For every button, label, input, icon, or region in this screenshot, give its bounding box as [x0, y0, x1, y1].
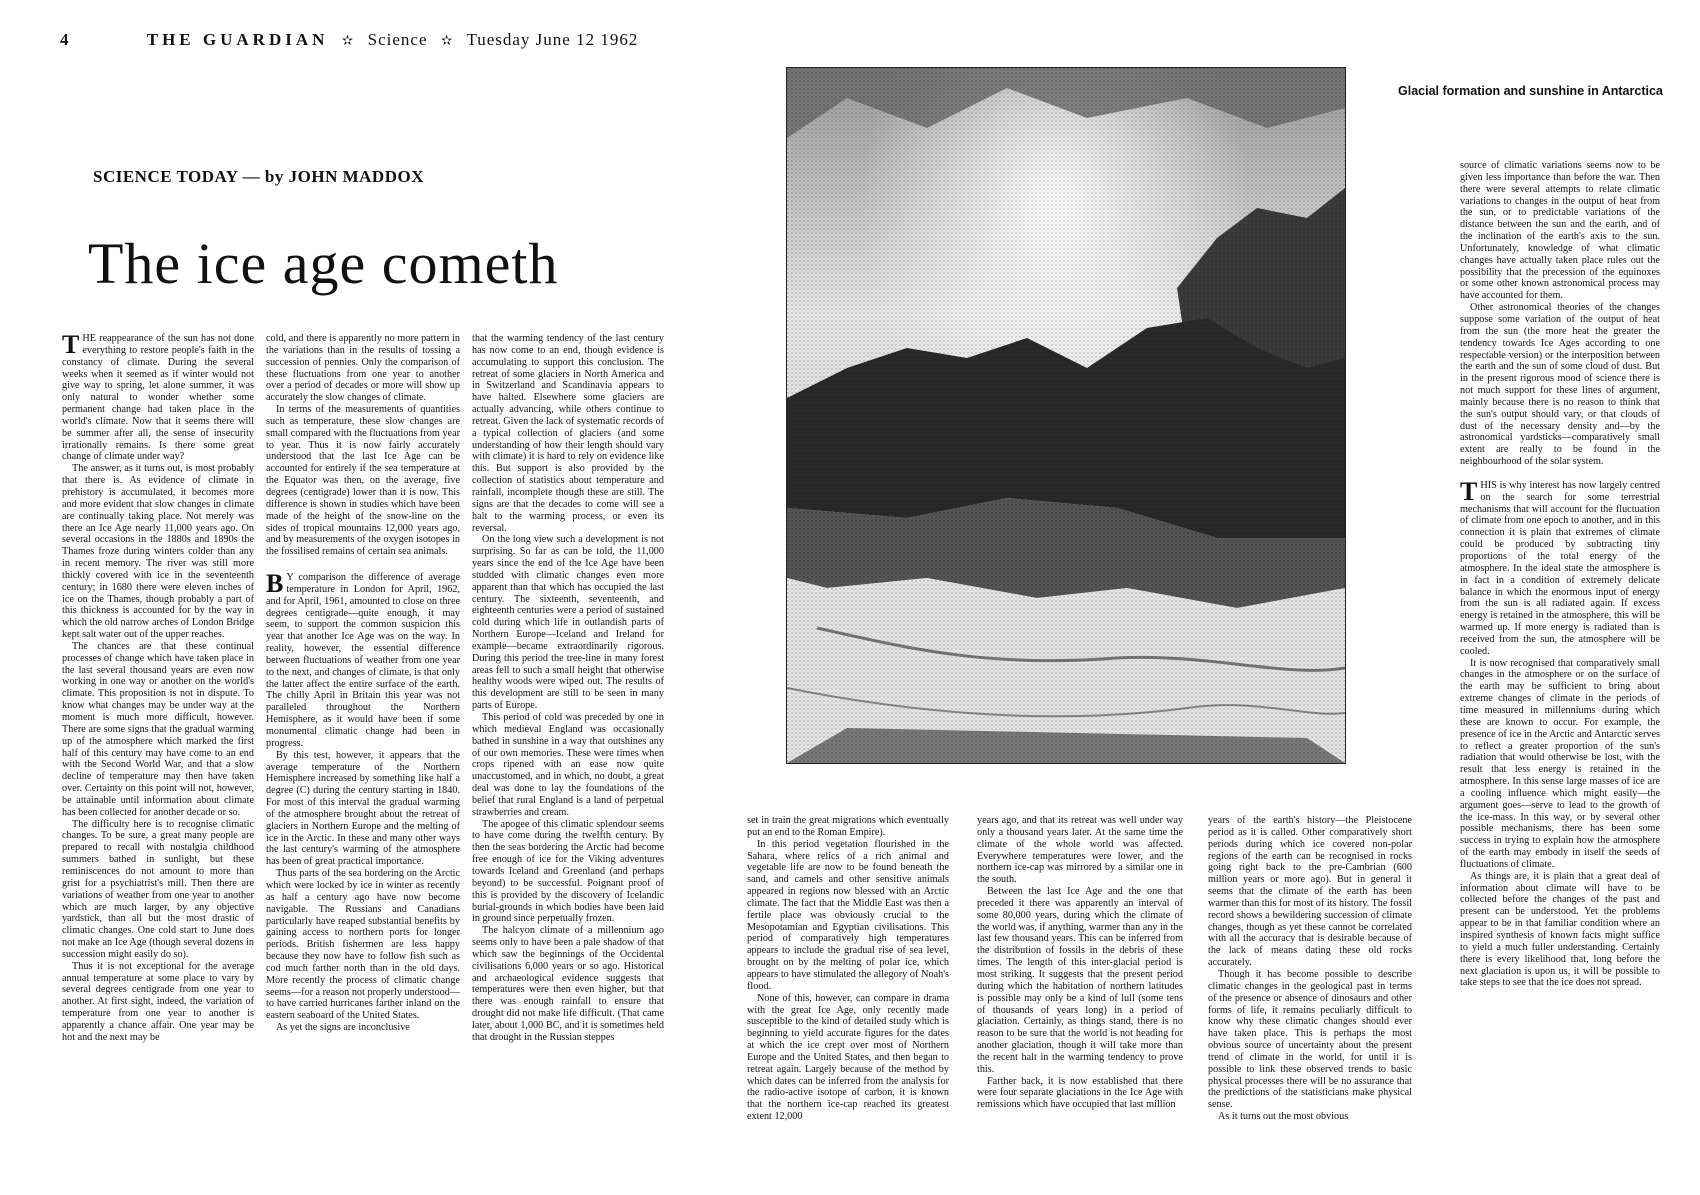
paragraph: Thus parts of the sea bordering on the Arctic which were locked by ice in winter as recently as half a century ago have now become navigable. The Russians and Canadians particularly have reaped substantial benefits by gaining access to northern ports for longer periods. British fishermen are less happy because they now have to follow fish such as cod much farther north than in the old days. More recently the process of climatic change seems—for a reason not properly understood—to have carried hurricanes farther inland on the eastern seaboard of the United States. [266, 868, 460, 1022]
article-column-4 [747, 815, 949, 1193]
paragraph: THIS is why interest has now largely centred on the search for some terrestrial mechanisms that will account for the fluctuation of climate from one epoch to another, and in this connection it is plain that extremes of climate could be produced by subtracting tiny proportions of the total energy of the atmosphere. In the ideal state the atmosphere is in fact in a condition of extremely delicate balance in which the enormous input of energy from the sun is all radiated again. If excess energy is retained in the atmosphere, this will be warmed up. If more energy is radiated than is received from the sun, the atmosphere will be cooled. [1460, 476, 1660, 657]
paragraph: It is now recognised that comparatively small changes in the atmosphere or on the surface of the earth may be sufficient to bring about extreme changes of climate in the periods of time measured in millenniums during which these are known to occur. For example, the presence of ice in the Arctic and Antarctic serves to reflect a greater proportion of the sun's radiation that would otherwise be lost, with the result that less energy is retained in the atmosphere. In this sense large masses of ice are a cooling influence which might easily—the argument goes—serve to lead to the growth of the ice-mass. In this way, or by several other possible mechanisms, there has been some success in trying to explain how the atmosphere of the earth may embody in itself the seeds of fluctuations of climate. [1460, 657, 1660, 870]
page-number: 4 [60, 30, 70, 49]
paragraph: Farther back, it is now established that there were four separate glaciations in the Ice Age with remissions which have occupied that last million [977, 1075, 1183, 1111]
newspaper-name: THE GUARDIAN [146, 30, 329, 49]
article-column-7 [1460, 160, 1660, 1193]
antarctic-glacier-photo [786, 67, 1346, 764]
paragraph: The answer, as it turns out, is most probably that there is. As evidence of climate in prehistory is accumulated, it becomes more and more evident that slow changes in climate are continually taking place. Not merely was there an Ice Age nearly 11,000 years ago. On several occasions in the 1880s and 1890s the Thames froze during winters colder than any in recent memory. The river was still more thickly covered with ice in the seventeenth century; in 1680 there were eleven inches of ice on the Thames, though probably a part of this thickness is accounted for by the way in which the old narrow arches of London Bridge kept salt water out of the upper reaches. [62, 463, 254, 641]
glacier-illustration [787, 68, 1345, 763]
drop-cap: B [266, 569, 284, 599]
paragraph: As yet the signs are inconclusive [276, 1022, 410, 1034]
paragraph: Between the last Ice Age and the one that preceded it there was apparently an interval of some 80,000 years, during which the climate of the world was, if anything, warmer than any in the last few thousand years. This can be inferred from the distribution of fossils in the debris of these times. The length of this inter-glacial period is most striking. It suggests that the present period during which the habitation of northern latitudes is possible may only be a kind of lull (some tens of thousands of years long) in a period of glaciation. Certainly, as things stand, there is no reason to be sure that the world is not heading for another glaciation, though it will take more than the recent halt in the warming tendency to prove this. [977, 886, 1183, 1075]
paragraph: The halcyon climate of a millennium ago seems only to have been a pale shadow of that which saw the beginnings of the Occidental civilisations 6,000 years or so ago. Historical and archaeological evidence suggests that temperatures were then even higher, but that there was enough rainfall to ensure that drought did not make life difficult. (That came later, about 1,000 BC, and it is sometimes held that drought in the Russian steppes [472, 925, 664, 1043]
paragraph: Thus it is not exceptional for the average annual temperature at some place to vary by several degrees centigrade from one year to another. At first sight, indeed, the variation of temperature from one year to another is apparently a chance affair. One year may be hot and the next may be [62, 960, 254, 1043]
paragraph: B Y comparison the difference of average temperature in London for April, 1962, and for April, 1961, amounted to close on three degrees centigrade—quite enough, it may seem, to support the common suspicion this year that another Ice Age was on the way. In reality, however, the essential difference between fluctuations of weather from one year to the next, and changes of climate, is that only the latter affect the entire surface of the earth. The chilly April in Britain this year was not paralleled throughout the Northern Hemisphere, as it would have been if some monumental climatic change had been in progress. [266, 569, 460, 749]
paragraph: years of the earth's history—the Pleistocene period as it is called. Other comparatively short periods during which ice covered non-polar regions of the earth can be recognised in rocks going right back to the pre-Cambrian (600 million years or more ago). But in general it seems that the climate of the earth has been warmer than this for most of its history. The fossil record shows a bewildering succession of climate changes, though as yet these cannot be correlated with all the accuracy that is desirable because of the lack of means dating these old rocks accurately. [1208, 815, 1412, 969]
paragraph: The difficulty here is to recognise climatic changes. To be sure, a great many people are prepared to recall with nostalgia childhood summers bathed in sunlight, but these reminiscences do not amount to more than grist for a psychiatrist's mill. Then there are variations of weather from one year to another which are much larger, by any objective yardstick, than all but the most drastic of climatic changes. One cold start to June does not make an Ice Age (though several dozens in succession might easily do so). [62, 818, 254, 960]
article-column-3 [472, 333, 664, 1193]
paragraph: The chances are that these continual processes of change which have taken place in the last several thousand years are even now working in one way or another on the world's climate. This proposition is not in dispute. To know what changes may be under way at the moment is much more difficult, however. There are some signs that the gradual warming up of the atmosphere which marked the first half of this century may have come to an end with the Second World War, and that a slow decline of temperature may then have taken over. Certainty on this point will not, however, be attainable until information about climate has been collected for another decade or so. [62, 640, 254, 818]
paragraph: that the warming tendency of the last century has now come to an end, though evidence is accumulating to support this conclusion. The retreat of some glaciers in North America and in Switzerland and Scandinavia appears to have halted. Elsewhere some glaciers are actually advancing, while others continue to retreat. Given the lack of systematic records of a typical collection of glaciers (and some understanding of how their length should vary with climate) it is hard to rely on evidence like this. But support is also provided by the collection of statistics about temperature and rainfall, incomplete though these are still. The signs are that the decades to come will see a halt to the warming process, or even its reversal. [472, 333, 664, 534]
paragraph: source of climatic variations seems now to be given less importance than before the war. Then there were several attempts to relate climatic variations to changes in the output of heat from the sun, or to predictable variations of the distance between the sun and the earth, and of the inclination of the earth's axis to the sun. Unfortunately, knowledge of what climatic changes have actually taken place rules out the possibility that the precession of the equinoxes or some other known astronomical process may have accounted for them. [1460, 160, 1660, 302]
paragraph: In this period vegetation flourished in the Sahara, where relics of a rich animal and vegetable life are now to be found beneath the sand, and camels and other sensitive animals appeared in regions now blessed with an Arctic climate. The fact that the Middle East was then a fertile place was obviously crucial to the Mesopotamian and Egyptian civilisations. This period of comparatively high temperatures appears to include the gradual rise of sea level, brought on by the melting of polar ice, which appears to have stimulated the allegory of Noah's flood. [747, 838, 949, 992]
paragraph: Other astronomical theories of the changes suppose some variation of the output of heat from the sun (the more heat the greater the tendency towards Ice Ages according to one respectable version) or the interposition between the earth and the sun of some cloud of dust. But in the present rigorous mood of science there is not much support for these lines of argument, mainly because there is no reason to think that the sun's output should vary, or that clouds of dust of the necessary density and—by the astronomical yardsticks—comparatively small extent are really to be found in the neighbourhood of the solar system. [1460, 302, 1660, 468]
paragraph: None of this, however, can compare in drama with the great Ice Age, only recently made susceptible to the kind of detailed study which is beginning to yield accurate figures for the dates at which the ice crept over most of Northern Europe and the United States, and then began to retreat again. Largely because of the method by which dates can be inferred from the analysis for the radio-active isotope of carbon, it is known that the northern ice-cap reached its greatest extent 12,000 [747, 992, 949, 1123]
paragraph: The apogee of this climatic splendour seems to have come during the twelfth century. By then the seas bordering the Arctic had become free enough of ice for the Viking adventures towards Iceland and Greenland (and perhaps beyond) to be successful. Poignant proof of this is provided by the discovery of Icelandic burial-grounds in which bodies have been laid in ground since perpetually frozen. [472, 818, 664, 925]
paragraph: Though it has become possible to describe climatic changes in the geological past in terms of the presence or absence of dinosaurs and other forms of life, it remains peculiarly difficult to know why these climatic changes should ever have taken place. This is perhaps the most obvious source of uncertainty about the present trend of climate in the world, for until it is possible to link these observed trends to basic physical processes there will be no assurance that the predictions of the statisticians make physical sense. [1208, 968, 1412, 1111]
section-name: Science [367, 30, 428, 49]
article-column-5 [977, 815, 1183, 1193]
paragraph: By this test, however, it appears that the average temperature of the Northern Hemisphere increased by something like half a degree (C) during the century starting in 1840. For most of this interval the gradual warming of the atmosphere brought about the retreat of glaciers in Northern Europe and the melting of ice in the Arctic. In these and many other ways the last century's warming of the atmosphere has been of great practical importance. [266, 749, 460, 868]
issue-date: Tuesday June 12 1962 [466, 30, 639, 49]
paragraph: In terms of the measurements of quantities such as temperature, these slow changes are small compared with the fluctuations from year to year. Thus it is now fairly accurately understood that the last Ice Age can be accounted for entirely if the sea temperature at the Equator was then, on the average, five degrees (centigrade) lower than it is now. This difference is shown in studies which have been made of the height of the snow-line on the sides of tropical mountains 12,000 years ago, and by measurements of the oxygen isotopes in the fossilised remains of certain sea animals. [266, 404, 460, 558]
masthead [60, 30, 638, 54]
article-headline: The ice age cometh [88, 231, 559, 296]
paragraph: As things are, it is plain that a great deal of information about climate will have to be collected before the changes of the past and present can be understood. Yet the problems appear to be in that familiar condition where an inspired synthesis of known facts might suffice to yield a much fuller understanding. Certainly there is every likelihood that, long before the next glaciation is upon us, it will be possible to take steps to see that the ice does not spread. [1460, 870, 1660, 989]
paragraph: This period of cold was preceded by one in which medieval England was occasionally bathed in sunshine in a way that outshines any of our own memories. These were times when crops ripened with an ease now quite unaccustomed, and in which, no doubt, a great deal was done to lay the foundations of the belief that rural England is a land of perpetual strawberries and cream. [472, 712, 664, 818]
article-column-6 [1208, 815, 1412, 1193]
paragraph: years ago, and that its retreat was well under way only a thousand years later. At the same time the climate of the whole world was affected. Everywhere temperatures were lower, and the northern ice-cap was mirrored by a similar one in the south. [977, 815, 1183, 886]
paragraph: On the long view such a development is not surprising. So far as can be told, the 11,000 years since the end of the Ice Age have been studded with climatic changes even more apparent than that which has occupied the last century. The sixteenth, seventeenth, and eighteenth centuries were a period of sustained cold during which life in outlandish parts of Northern Europe—Iceland and Ireland for example—became extraordinarily rigorous. During this period the tree-line in many forest areas fell to such a small height that otherwise healthy woods were wiped out. The results of this development are still to be seen in many parts of Europe. [472, 534, 664, 712]
drop-cap: T [1460, 476, 1478, 506]
article-kicker: SCIENCE TODAY — by JOHN MADDOX [93, 167, 424, 186]
paragraph: set in train the great migrations which eventually put an end to the Roman Empire). [747, 815, 949, 838]
star-separator-icon: ✫ [341, 34, 355, 49]
star-separator-icon: ✫ [440, 34, 454, 49]
article-column-2 [266, 333, 460, 1193]
paragraph: cold, and there is apparently no more pattern in the variations than in the results of tossing a succession of pennies. Only the comparison of these fluctuations from one year to another over a period of decades or more will show up accurately the slow changes of climate. [266, 333, 460, 404]
paragraph: THE reappearance of the sun has not done everything to restore people's faith in the constancy of climate. During the several weeks when it seemed as if winter would not give way to spring, let alone summer, it was only natural to wonder whether some permanent change had taken place in the world's climate. Now that it seems there will be summer after all, the sense of insecurity irrationally remains. Is there some great change of climate under way? [62, 333, 254, 463]
drop-cap: T [62, 333, 80, 359]
article-column-1 [62, 333, 254, 1193]
photo-caption: Glacial formation and sunshine in Antarctica [1398, 84, 1663, 98]
paragraph: As it turns out the most obvious [1218, 1111, 1349, 1123]
